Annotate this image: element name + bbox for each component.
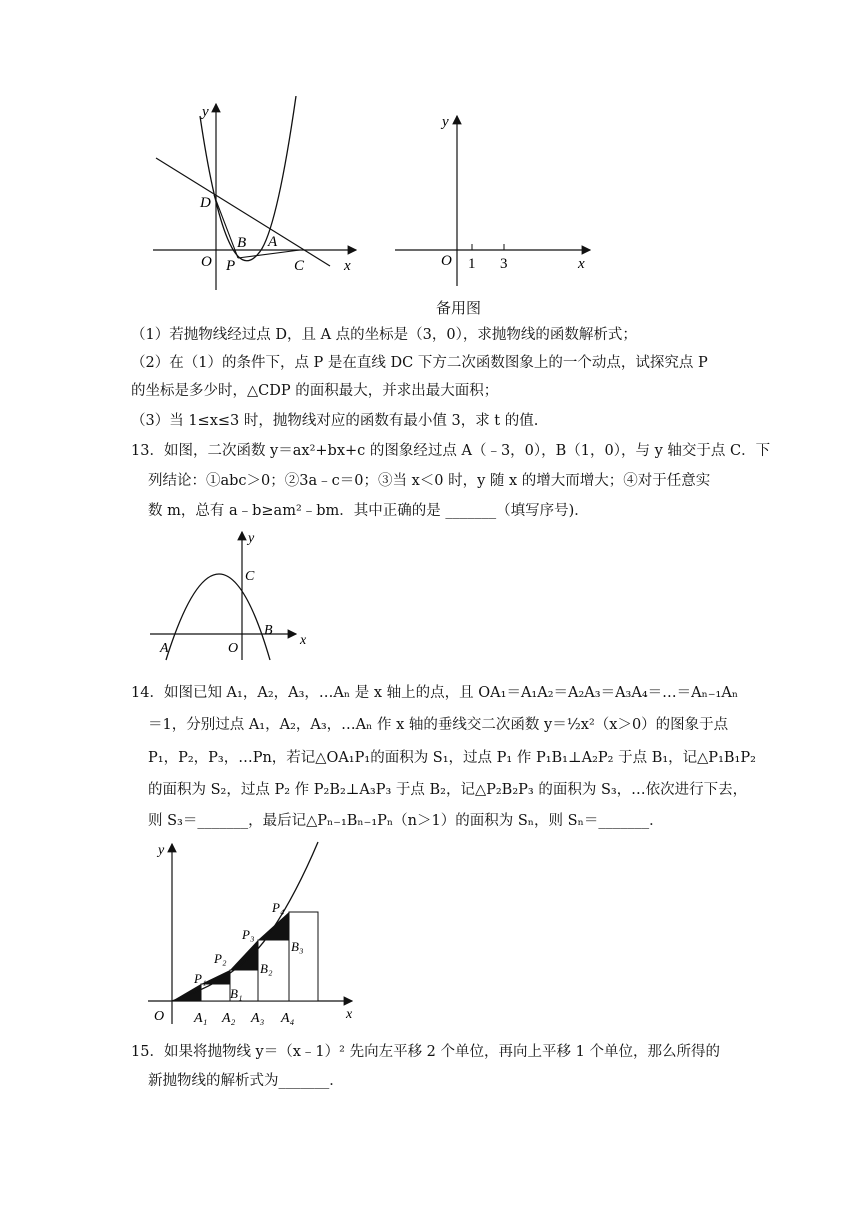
figure-2 bbox=[390, 110, 600, 290]
label-a1: A₁ bbox=[194, 1011, 208, 1026]
label-o: O bbox=[201, 254, 212, 270]
label-c: C bbox=[245, 569, 255, 584]
label-d: D bbox=[200, 195, 211, 211]
q14-line-1: 14．如图已知 A₁，A₂，A₃，…Aₙ 是 x 轴上的点，且 OA₁＝A₁A₂＝A₂A₃＝A₃A₄＝…＝Aₙ₋₁Aₙ bbox=[131, 685, 739, 701]
label-o: O bbox=[154, 1009, 165, 1024]
label-a4: A₄ bbox=[281, 1011, 295, 1026]
label-b: B bbox=[264, 623, 273, 638]
q15-line-1: 15．如果将抛物线 y＝（x﹣1）² 先向左平移 2 个单位，再向上平移 1 个单位，那么所得的 bbox=[131, 1044, 720, 1060]
tick-label-1: 1 bbox=[468, 256, 476, 272]
q14-line-4: 的面积为 S₂，过点 P₂ 作 P₂B₂⊥A₃P₃ 于点 B₂，记△P₂B₂P₃ 的面积为 S₃，…依次进行下去， bbox=[148, 782, 748, 798]
q12-part1: （1）若抛物线经过点 D，且 A 点的坐标是（3，0），求抛物线的函数解析式； bbox=[131, 327, 637, 343]
q13-line-2: 列结论：①abc＞0；②3a﹣c＝0；③当 x＜0 时，y 随 x 的增大而增大；④对于任意实 bbox=[148, 473, 711, 489]
label-p1: P₁ bbox=[194, 971, 207, 986]
label-a2: A₂ bbox=[222, 1011, 236, 1026]
segment-pc bbox=[238, 250, 300, 258]
figure-1 bbox=[148, 96, 363, 296]
figure-q13 bbox=[146, 528, 316, 662]
q12-part3: （3）当 1≤x≤3 时，抛物线对应的函数有最小值 3，求 t 的值. bbox=[131, 413, 539, 429]
shaded-triangle-4 bbox=[258, 912, 289, 940]
label-a: A bbox=[268, 234, 278, 250]
label-o: O bbox=[441, 253, 452, 269]
shaded-triangle-3 bbox=[230, 940, 258, 970]
label-p4: P₄ bbox=[272, 900, 285, 915]
q14-line-5: 则 S₃＝_______，最后记△Pₙ₋₁Bₙ₋₁Pₙ（n＞1）的面积为 Sₙ，则 Sₙ＝_______． bbox=[148, 813, 664, 829]
label-x: x bbox=[300, 633, 307, 648]
label-b3: B₃ bbox=[291, 939, 304, 954]
label-p3: P₃ bbox=[242, 927, 255, 942]
q14-line-2: ＝1，分别过点 A₁，A₂，A₃，…Aₙ 作 x 轴的垂线交二次函数 y＝½x²（x＞0）的图象于点 bbox=[148, 717, 729, 733]
segment-dp bbox=[214, 195, 238, 258]
label-c: C bbox=[294, 258, 305, 274]
q15-line-2: 新抛物线的解析式为_______． bbox=[148, 1073, 344, 1089]
label-y: y bbox=[158, 843, 165, 858]
label-p: P bbox=[226, 258, 236, 274]
label-x: x bbox=[344, 258, 351, 274]
q12-part2-a: （2）在（1）的条件下，点 P 是在直线 DC 下方二次函数图象上的一个动点，试探究点 P bbox=[131, 355, 708, 371]
q13-line-3: 数 m，总有 a﹣b≥am²﹣bm．其中正确的是 _______（填写序号)． bbox=[148, 503, 589, 519]
q13-line-1: 13．如图，二次函数 y＝ax²+bx+c 的图象经过点 A（﹣3，0），B（1，0），与 y 轴交于点 C．下 bbox=[131, 443, 771, 459]
parabola-curve bbox=[166, 574, 270, 660]
figure-q14 bbox=[146, 838, 362, 1030]
figure-2-caption: 备用图 bbox=[436, 299, 482, 317]
label-a3: A₃ bbox=[251, 1011, 265, 1026]
label-b1: B₁ bbox=[230, 986, 243, 1001]
label-y: y bbox=[202, 104, 209, 120]
label-p2: P₂ bbox=[214, 951, 227, 966]
label-y: y bbox=[442, 114, 449, 130]
label-b: B bbox=[237, 235, 247, 251]
rect-a1-a2 bbox=[201, 984, 230, 1001]
q12-part2-b: 的坐标是多少时，△CDP 的面积最大，并求出最大面积； bbox=[131, 383, 499, 399]
label-a: A bbox=[160, 641, 169, 656]
shaded-triangle-1 bbox=[172, 984, 201, 1001]
rect-a4 bbox=[289, 912, 318, 1001]
label-y: y bbox=[248, 531, 255, 546]
label-b2: B₂ bbox=[260, 961, 273, 976]
label-x: x bbox=[578, 256, 585, 272]
tick-label-3: 3 bbox=[500, 256, 508, 272]
q14-line-3: P₁，P₂，P₃，…Pn，若记△OA₁P₁的面积为 S₁，过点 P₁ 作 P₁B₁⊥A₂P₂ 于点 B₁，记△P₁B₁P₂ bbox=[148, 750, 756, 766]
label-x: x bbox=[346, 1007, 353, 1022]
label-o: O bbox=[228, 641, 239, 656]
